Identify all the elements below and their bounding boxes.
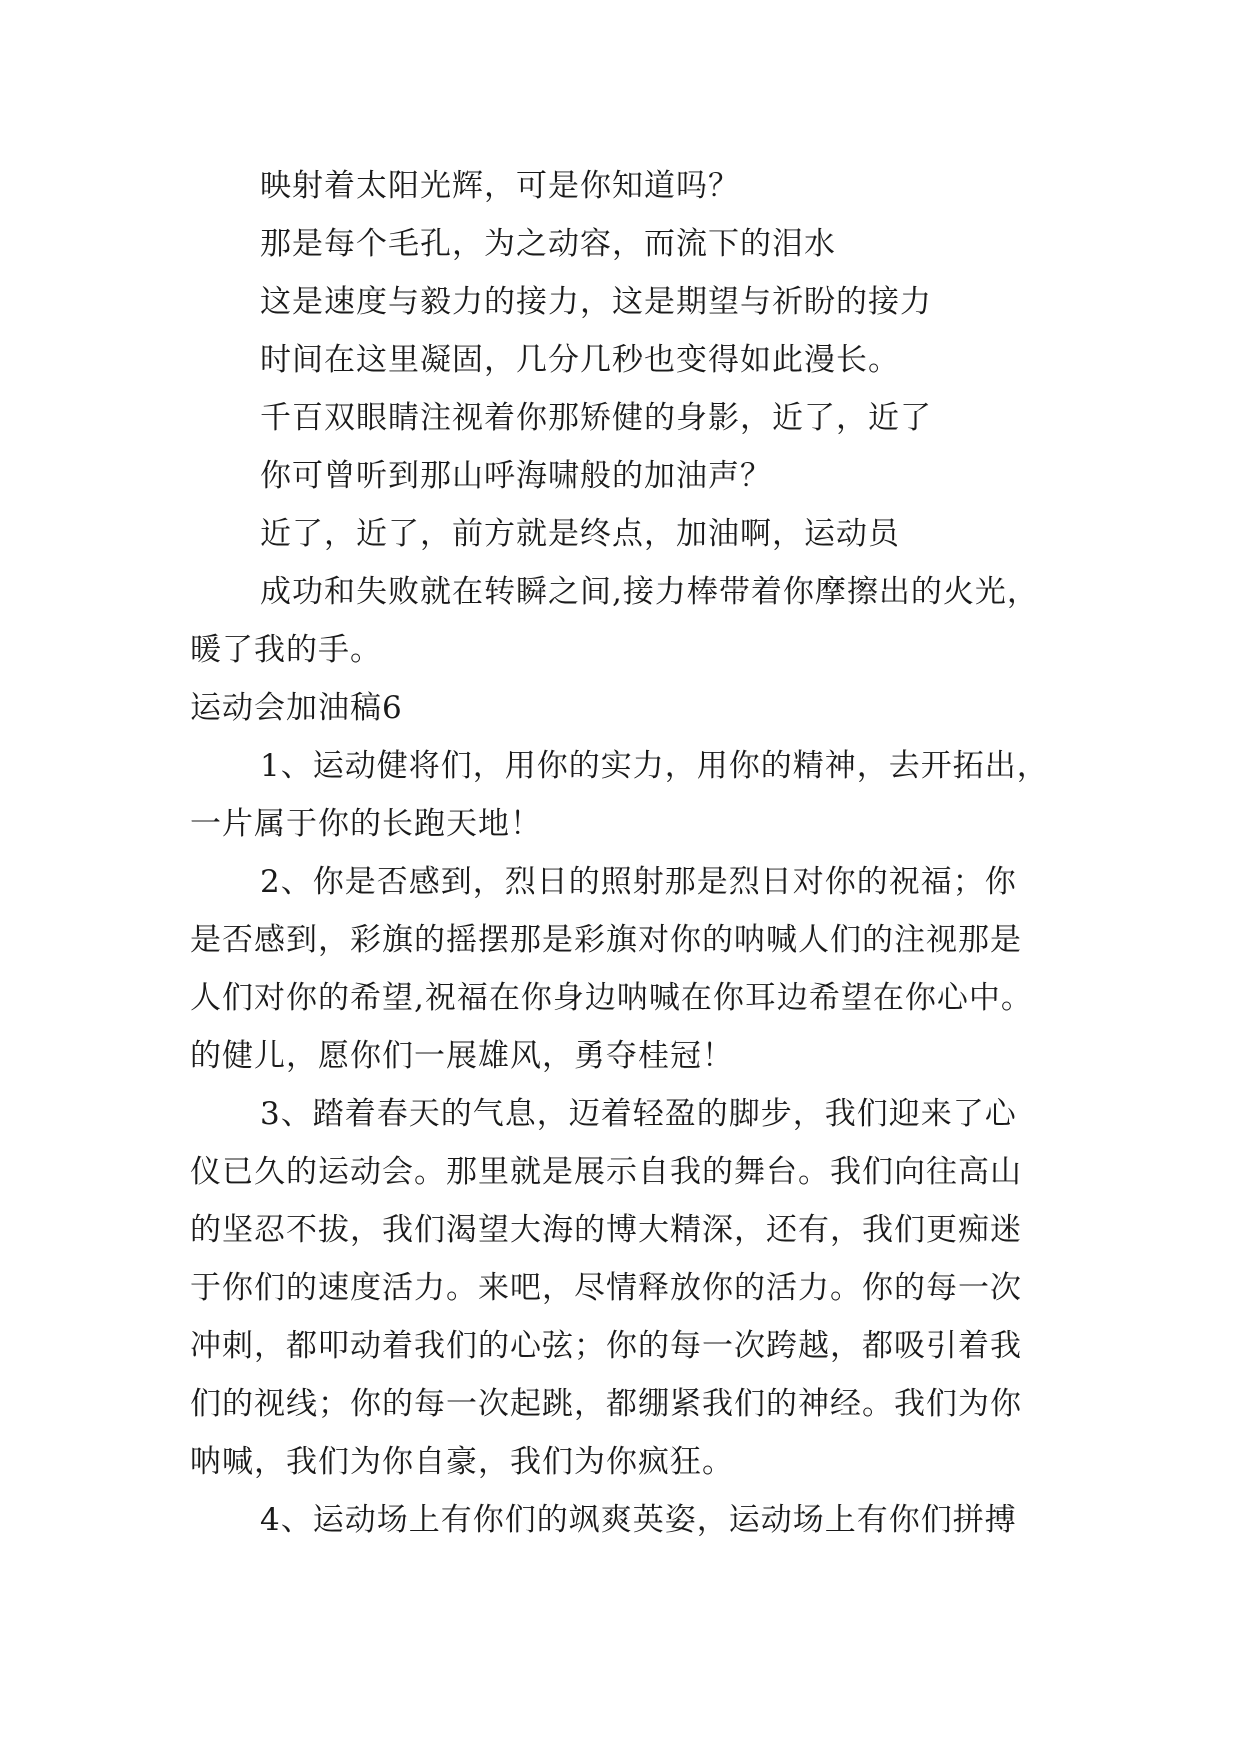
text-line: 2、你是否感到，烈日的照射那是烈日对你的祝福；你 xyxy=(260,864,1017,900)
text-line: 们的视线；你的每一次起跳，都绷紧我们的神经。我们为你 xyxy=(190,1386,1022,1422)
text-line: 你可曾听到那山呼海啸般的加油声？ xyxy=(260,458,772,494)
text-line: 呐喊，我们为你自豪，我们为你疯狂。 xyxy=(190,1444,734,1480)
text-line: 人们对你的希望,祝福在你身边呐喊在你耳边希望在你心中。 xyxy=(190,980,1033,1016)
section-heading: 运动会加油稿6 xyxy=(190,690,403,726)
text-line: 仪已久的运动会。那里就是展示自我的舞台。我们向往高山 xyxy=(190,1154,1022,1190)
text-line: 的坚忍不拔，我们渴望大海的博大精深，还有，我们更痴迷 xyxy=(190,1212,1022,1248)
text-line: 的健儿，愿你们一展雄风，勇夺桂冠！ xyxy=(190,1038,734,1074)
text-line: 3、踏着春天的气息，迈着轻盈的脚步，我们迎来了心 xyxy=(260,1096,1017,1132)
text-line: 是否感到，彩旗的摇摆那是彩旗对你的呐喊人们的注视那是 xyxy=(190,922,1022,958)
text-line: 近了，近了，前方就是终点，加油啊，运动员 xyxy=(260,516,900,552)
text-line: 于你们的速度活力。来吧，尽情释放你的活力。你的每一次 xyxy=(190,1270,1022,1306)
text-line: 映射着太阳光辉，可是你知道吗？ xyxy=(260,168,740,204)
text-line: 一片属于你的长跑天地！ xyxy=(190,806,542,842)
text-line: 暖了我的手。 xyxy=(190,632,382,668)
text-line: 1、运动健将们，用你的实力，用你的精神，去开拓出， xyxy=(260,748,1049,784)
text-line: 冲刺，都叩动着我们的心弦；你的每一次跨越，都吸引着我 xyxy=(190,1328,1022,1364)
text-line: 4、运动场上有你们的飒爽英姿，运动场上有你们拼搏 xyxy=(260,1502,1017,1538)
text-line: 这是速度与毅力的接力，这是期望与祈盼的接力 xyxy=(260,284,932,320)
text-line: 千百双眼睛注视着你那矫健的身影，近了，近了 xyxy=(260,400,932,436)
text-line: 时间在这里凝固，几分几秒也变得如此漫长。 xyxy=(260,342,900,378)
text-line: 那是每个毛孔，为之动容，而流下的泪水 xyxy=(260,226,836,262)
text-line: 成功和失败就在转瞬之间,接力棒带着你摩擦出的火光， xyxy=(260,574,1039,610)
